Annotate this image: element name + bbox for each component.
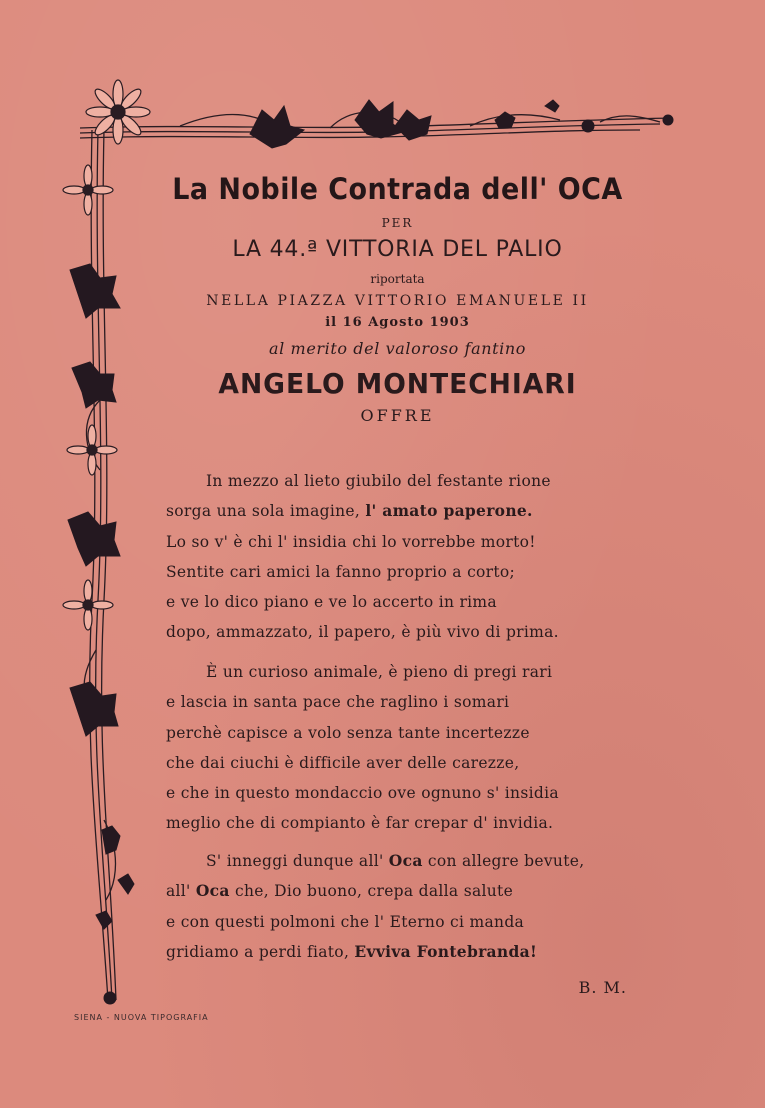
poem-line (166, 937, 636, 967)
stanza-1 (166, 466, 636, 648)
poem-line: e lascia in santa pace che raglino i somari (166, 693, 510, 712)
offre-label: OFFRE (360, 406, 435, 425)
piazza-line: NELLA PIAZZA VITTORIO EMANUELE II (206, 293, 589, 309)
victory-heading: LA 44.ª VITTORIA DEL PALIO (232, 237, 563, 262)
poem-line: Sentite cari amici la fanno proprio a corto; (166, 562, 516, 581)
poem-text: S' inneggi dunque all' (206, 852, 389, 870)
poem-text: con allegre bevute, (422, 852, 585, 870)
poem-text: sorga una sola imagine, (166, 502, 366, 521)
poem-line (166, 496, 636, 526)
printer-credit: SIENA - NUOVA TIPOGRAFIA (74, 1013, 209, 1022)
stanza-2 (166, 657, 636, 839)
riportata-label: riportata (370, 272, 425, 286)
poem-line (166, 876, 636, 906)
date-line: il 16 Agosto 1903 (325, 315, 470, 330)
poem-text: che, Dio buono, crepa dalla salute (229, 882, 514, 901)
poem-line: perchè capisce a volo senza tante incertezze (166, 723, 530, 742)
poem-line: meglio che di compianto è far crepar d' invidia. (166, 814, 554, 833)
per-label: PER (381, 216, 414, 230)
poem-line: che dai ciuchi è difficile aver delle carezze, (166, 753, 520, 772)
poem-bold-text: l' amato paperone. (365, 501, 533, 521)
poem-line: e ve lo dico piano e ve lo accerto in rima (166, 593, 497, 612)
jockey-name: ANGELO MONTECHIARI (218, 367, 577, 400)
page-title: La Nobile Contrada dell' OCA (172, 172, 623, 206)
poem-text: gridiamo a perdi fiato, (166, 942, 355, 961)
merito-line: al merito del valoroso fantino (269, 339, 526, 358)
poem-bold-text: Evviva Fontebranda! (354, 941, 538, 961)
poem-line: Lo so v' è chi l' insidia chi lo vorrebbe morto! (166, 532, 536, 551)
header (150, 170, 645, 426)
signature: B. M. (578, 978, 627, 997)
poem-line: e con questi polmoni che l' Eterno ci manda (166, 912, 525, 931)
poem-text: all' (166, 882, 196, 901)
poem-line: e che in questo mondaccio ove ognuno s' insidia (166, 784, 559, 803)
stanza-3 (166, 846, 636, 967)
poem-bold-text: Oca (388, 851, 423, 870)
poem-line: È un curioso animale, è pieno di pregi rari (206, 663, 553, 681)
poem-bold-text: Oca (195, 881, 230, 901)
poem-line: dopo, ammazzato, il papero, è più vivo di prima. (166, 623, 559, 642)
poem-line (166, 846, 636, 876)
poem-line: In mezzo al lieto giubilo del festante rione (206, 472, 551, 490)
